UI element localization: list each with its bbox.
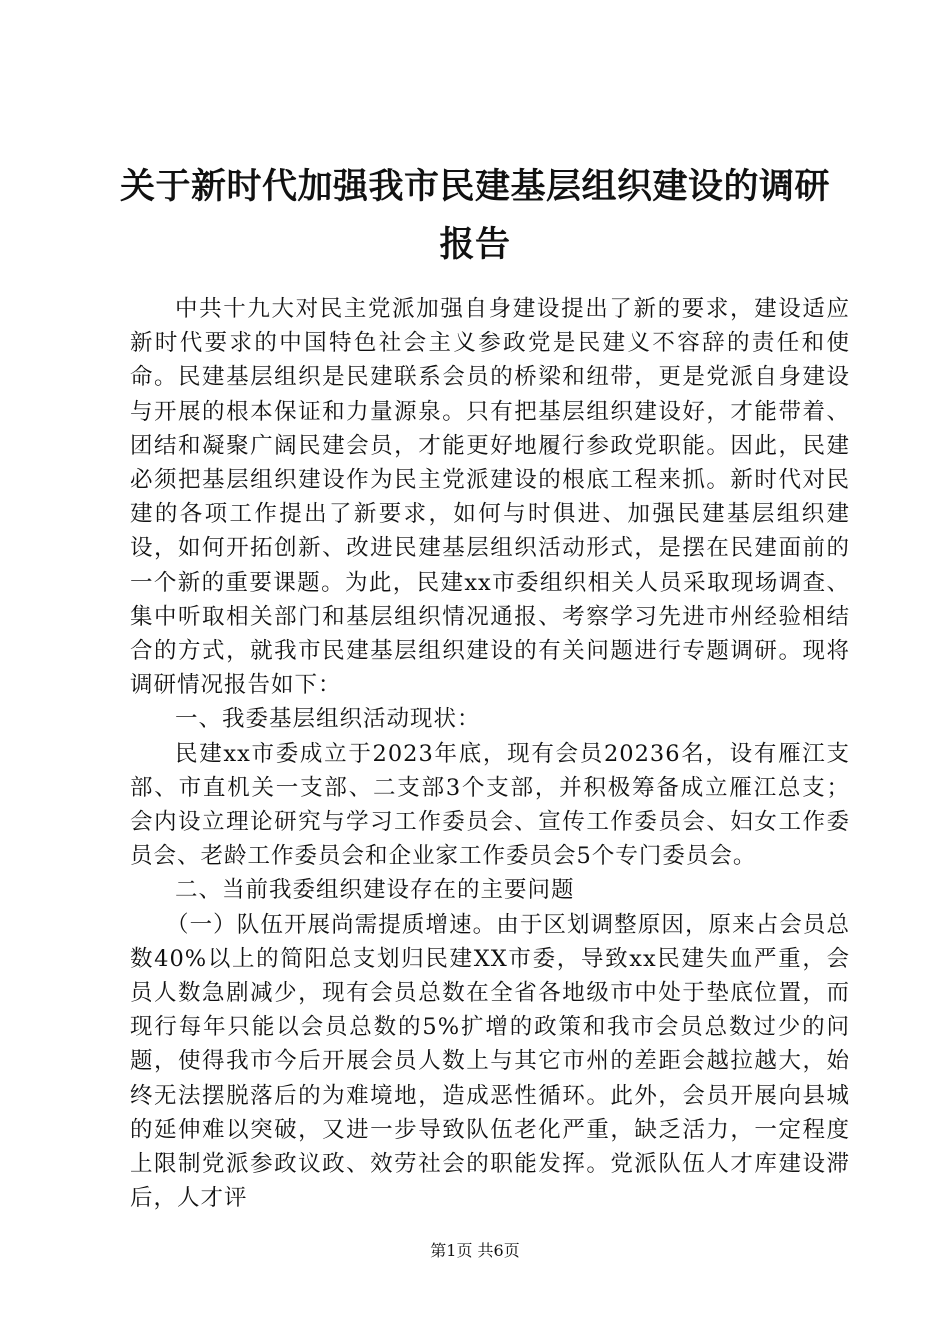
document-title: 关于新时代加强我市民建基层组织建设的调研报告 xyxy=(119,167,830,265)
paragraph-intro: 中共十九大对民主党派加强自身建设提出了新的要求，建设适应新时代要求的中国特色社会主义参政党是民建义不容辞的责任和使命。民建基层组织是民建联系会员的桥梁和纽带，更是党派自身建设与开展的根本保证和力量源泉。只有把基层组织建设好，才能带着、团结和凝聚广阔民建会员，才能更好地履行参政党职能。因此，民建必须把基层组织建设作为民主党派建设的根底工程来抓。新时代对民建的各项工作提出了新要求，如何与时俱进、加强民建基层组织建设，如何开拓创新、改进民建基层组织活动形式，是摆在民建面前的一个新的重要课题。为此，民建xx市委组织相关人员采取现场调查、集中听取相关部门和基层组织情况通报、考察学习先进市州经验相结合的方式，就我市民建基层组织建设的有关问题进行专题调研。现将调研情况报告如下： xyxy=(130,296,850,699)
section-heading-2: 二、当前我委组织建设存在的主要问题 xyxy=(175,877,575,904)
paragraph-problem-1: （一）队伍开展尚需提质增速。由于区划调整原因，原来占会员总数40%以上的简阳总支划归民建XX市委，导致xx民建失血严重，会员人数急剧减少，现有会员总数在全省各地级市中处于垫底位置，而现行每年只能以会员总数的5%扩增的政策和我市会员总数过少的问题，使得我市今后开展会员人数上与其它市州的差距会越拉越大，始终无法摆脱落后的为难境地，造成恶性循环。此外，会员开展向县城的延伸难以突破，又进一步导致队伍老化严重，缺乏活力，一定程度上限制党派参政议政、效劳社会的职能发挥。党派队伍人才库建设滞后，人才评 xyxy=(130,911,850,1212)
document-body xyxy=(130,292,850,1215)
section-heading-1: 一、我委基层组织活动现状： xyxy=(175,706,481,733)
page-footer: 第1页 共6页 xyxy=(430,1241,520,1260)
paragraph-status: 民建xx市委成立于2023年底，现有会员20236名，设有雁江支部、市直机关一支部、二支部3个支部，并积极筹备成立雁江总支；会内设立理论研究与学习工作委员会、宣传工作委员会、妇女工作委员会、老龄工作委员会和企业家工作委员会5个专门委员会。 xyxy=(130,740,850,870)
